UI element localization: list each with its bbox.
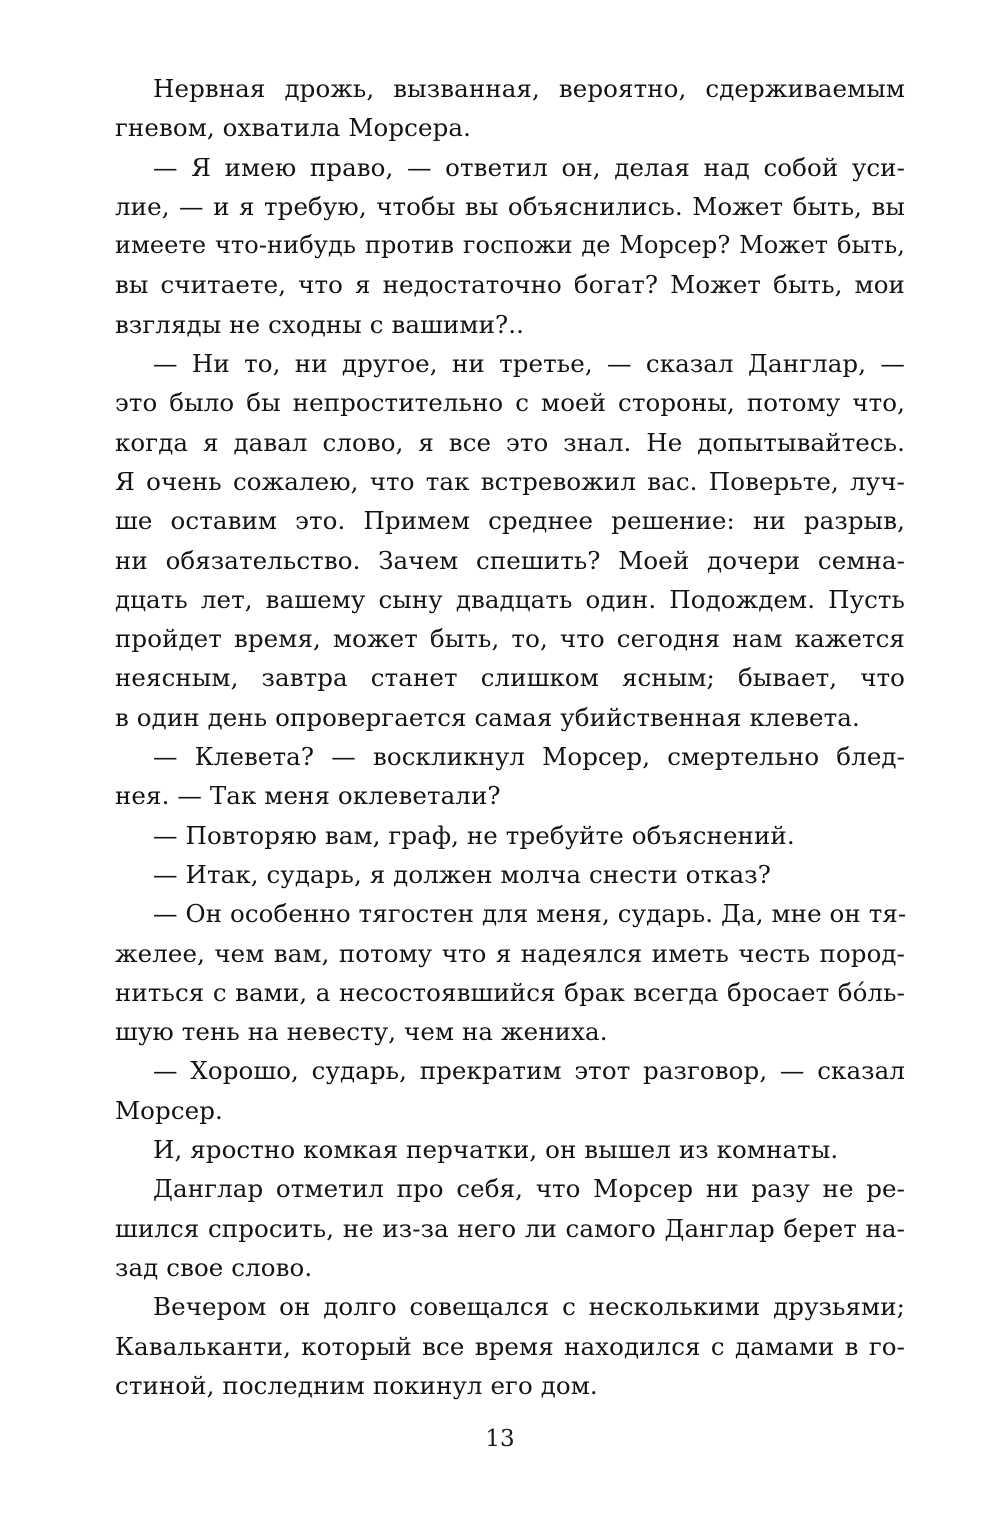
text-line: нея. — Так меня оклеветали? <box>115 781 501 811</box>
text-line: — Повторяю вам, граф, не требуйте объяснений. <box>153 820 795 850</box>
text-line: Кавальканти, который все время находился с дамами в го- <box>115 1331 905 1361</box>
text-line: — Хорошо, сударь, прекратим этот разговор, — сказал <box>153 1056 905 1086</box>
text-line: зад свое слово. <box>115 1252 313 1282</box>
text-line: — Он особенно тягостен для меня, сударь. Да, мне он тя- <box>153 899 907 929</box>
text-line: желее, чем вам, потому что я надеялся иметь честь пород- <box>115 938 905 968</box>
text-line: Данглар отметил про себя, что Морсер ни разу не ре- <box>153 1174 905 1204</box>
text-line: вы считаете, что я недостаточно богат? Может быть, мои <box>115 270 905 300</box>
text-line: И, яростно комкая перчатки, он вышел из комнаты. <box>153 1135 839 1165</box>
text-line: имеете что-нибудь против госпожи де Морсер? Может быть, <box>115 231 905 260</box>
text-line: Нервная дрожь, вызванная, вероятно, сдерживаемым <box>153 74 905 103</box>
text-line: гневом, охватила Морсера. <box>115 113 471 143</box>
text-line: — Итак, сударь, я должен молча снести отказ? <box>153 859 771 889</box>
text-line: ниться с вами, а несостоявшийся брак всегда бросает бóль- <box>115 977 905 1007</box>
body-text <box>115 69 905 1405</box>
text-line: — Клевета? — воскликнул Морсер, смертельно блед- <box>153 742 905 772</box>
text-line: ни обязательство. Зачем спешить? Моей дочери семна- <box>115 545 905 575</box>
text-line: неясным, завтра станет слишком ясным; бывает, что <box>115 663 905 693</box>
text-line: это было бы непростительно с моей стороны, потому что, <box>115 388 905 418</box>
text-line: в один день опровергается самая убийственная клевета. <box>115 702 860 732</box>
text-line: — Ни то, ни другое, ни третье, — сказал Данглар, — <box>153 349 905 379</box>
text-line: — Я имею право, — ответил он, делая над собой уси- <box>153 152 905 182</box>
text-line: Я очень сожалею, что так встревожил вас. Поверьте, луч- <box>115 466 905 496</box>
text-line: ше оставим это. Примем среднее решение: ни разрыв, <box>115 506 905 536</box>
text-line: когда я давал слово, я все это знал. Не допытывайтесь. <box>115 427 905 457</box>
text-line: лие, — и я требую, чтобы вы объяснились. Может быть, вы <box>115 191 905 221</box>
text-line: стиной, последним покинул его дом. <box>115 1370 598 1400</box>
text-line: шую тень на невесту, чем на жениха. <box>115 1017 608 1047</box>
text-line: дцать лет, вашему сыну двадцать один. Подождем. Пусть <box>115 584 905 614</box>
page-number: 13 <box>485 1426 515 1452</box>
text-line: Вечером он долго совещался с несколькими друзьями; <box>153 1292 905 1322</box>
text-line: шился спросить, не из-за него ли самого Данглар берет на- <box>115 1213 905 1243</box>
text-line: Морсер. <box>115 1095 223 1125</box>
text-line: пройдет время, может быть, то, что сегодня нам кажется <box>115 624 905 654</box>
text-line: взгляды не сходны с вашими?.. <box>115 309 525 339</box>
